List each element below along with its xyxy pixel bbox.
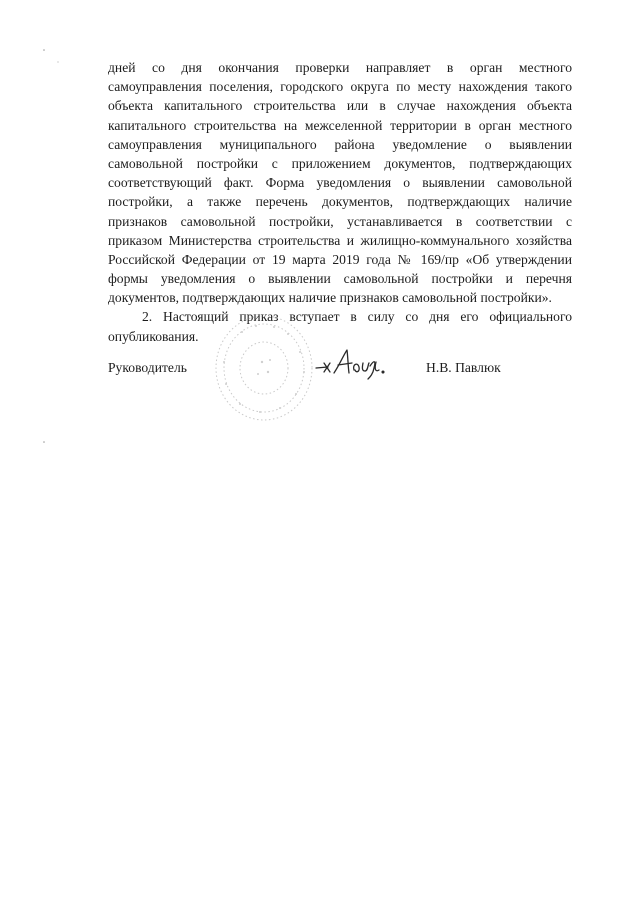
text-line: самоуправления поселения, городского округа по месту нахождения такого (108, 79, 572, 95)
signatory-role: Руководитель (108, 360, 187, 375)
text-line: 2. Настоящий приказ вступает в силу со дня его официального (142, 309, 572, 325)
text-line: самовольной постройки с приложением документов, подтверждающих (108, 155, 572, 171)
text-line: формы уведомления о выявлении самовольной постройки и перечня (108, 271, 572, 287)
text-line: опубликования. (108, 328, 199, 344)
signatory-name: Н.В. Павлюк (426, 360, 501, 375)
text-line: документов, подтверждающих наличие признаков самовольной постройки». (108, 290, 552, 306)
body-text (108, 58, 572, 346)
text-line: Российской Федерации от 19 марта 2019 года № 169/пр «Об утверждении (108, 251, 572, 267)
text-line: капитального строительства на межселенной территории в орган местного (108, 117, 572, 133)
text-line: соответствующий факт. Форма уведомления о выявлении самовольной (108, 175, 572, 191)
text-line: признаков самовольной постройки, устанавливается в соответствии с (108, 213, 572, 229)
text-line: объекта капитального строительства или в случае нахождения объекта (108, 98, 572, 114)
text-line: постройки, а также перечень документов, подтверждающих наличие (108, 194, 572, 210)
text-line: приказом Министерства строительства и жилищно-коммунального хозяйства (108, 232, 572, 248)
signature-block (108, 358, 572, 382)
text-line: дней со дня окончания проверки направляет в орган местного (108, 60, 572, 75)
text-line: самоуправления муниципального района уведомление о выявлении (108, 136, 572, 152)
